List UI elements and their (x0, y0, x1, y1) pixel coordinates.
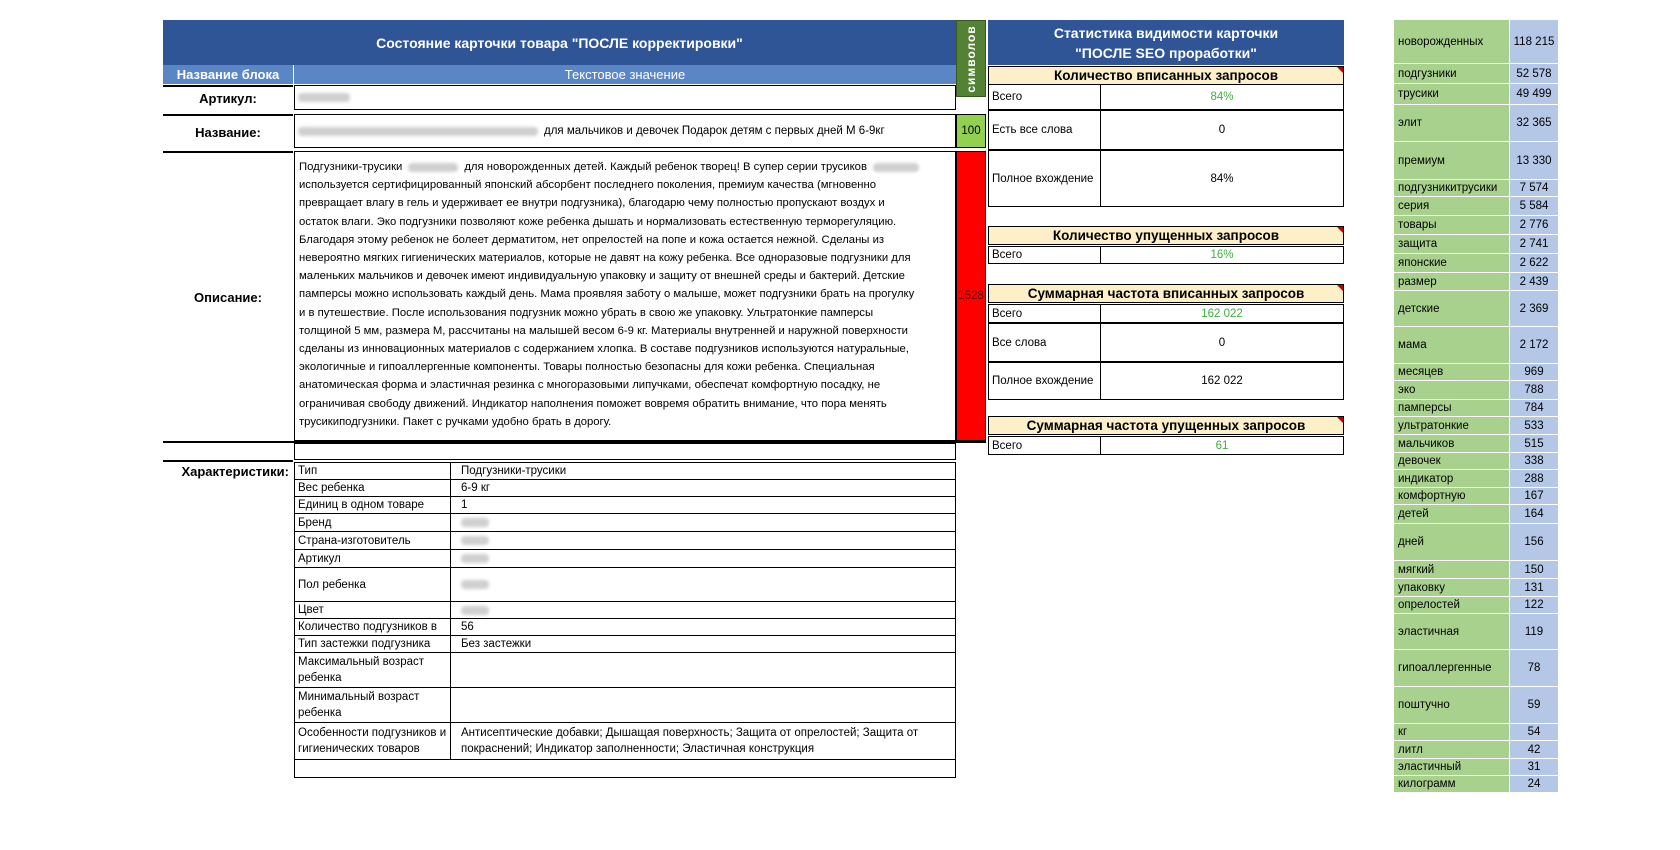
desc-line (299, 213, 951, 231)
stats-row-label: Все слова (988, 323, 1101, 362)
keyword-word: комфортную (1394, 488, 1510, 504)
keyword-row (1394, 64, 1558, 84)
stats-title-line2: "ПОСЛЕ SEO проработки" (1075, 44, 1257, 61)
comment-marker-icon (1337, 227, 1343, 233)
characteristic-value (451, 550, 955, 567)
characteristic-blurred (461, 606, 489, 615)
characteristic-name: Количество подгузников в (295, 619, 451, 635)
keyword-row (1394, 273, 1558, 291)
name-text: для мальчиков и девочек Подарок детям с первых дней М 6-9кг (544, 125, 885, 137)
keyword-word: ультратонкие (1394, 417, 1510, 434)
article-blurred (298, 93, 350, 102)
desc-line-text: невероятно мягких гигиенических материалов, которые не давят на кожу ребенка. Все одноразовые подгузники для (299, 252, 911, 265)
desc-line (299, 340, 951, 358)
keyword-count: 13 330 (1510, 142, 1558, 179)
keyword-word: индикатор (1394, 470, 1510, 487)
stats-row-value: 16% (1100, 246, 1344, 264)
keyword-count: 118 215 (1510, 20, 1558, 63)
name-value (294, 114, 956, 148)
characteristic-row (295, 723, 955, 760)
keyword-count: 788 (1510, 381, 1558, 399)
keyword-row (1394, 524, 1558, 561)
desc-line (299, 267, 951, 285)
desc-line (299, 358, 951, 376)
keyword-row (1394, 180, 1558, 197)
characteristic-value: 56 (461, 621, 474, 633)
keyword-row (1394, 505, 1558, 524)
keyword-word: гипоаллергенные (1394, 650, 1510, 686)
characteristic-name: Тип (295, 463, 451, 479)
desc-line (299, 322, 951, 340)
stats-section-header (988, 66, 1344, 85)
keyword-count: 59 (1510, 687, 1558, 723)
desc-blurred-brand (873, 163, 919, 172)
characteristic-value: 1 (461, 499, 468, 511)
keyword-row (1394, 20, 1558, 64)
keyword-count: 164 (1510, 505, 1558, 523)
name-chars-cell (956, 114, 986, 148)
keyword-word: размер (1394, 273, 1510, 290)
keyword-row (1394, 197, 1558, 216)
stats-row-label: Всего (988, 84, 1101, 110)
desc-line (299, 194, 951, 212)
characteristic-value: 6-9 кг (461, 482, 491, 494)
keyword-row (1394, 759, 1558, 776)
desc-line-text: используется сертифицированный японский абсорбент последнего поколения, премиум качества (мгновенно (299, 179, 877, 192)
keyword-word: мальчиков (1394, 435, 1510, 452)
characteristic-name: Тип застежки подгузника (295, 636, 451, 652)
stats-row-value: 162 022 (1100, 362, 1344, 400)
characteristic-name: Бренд (295, 514, 451, 531)
keyword-count: 119 (1510, 614, 1558, 649)
col-value-header: Текстовое значение (294, 65, 956, 84)
stats-title-line1: Статистика видимости карточки (1053, 24, 1279, 41)
keyword-count: 969 (1510, 364, 1558, 380)
characteristic-blurred (461, 536, 489, 545)
stats-row-value: 0 (1100, 323, 1344, 362)
characteristic-name: Особенности подгузников и гигиенических товаров (295, 723, 451, 759)
keyword-count: 78 (1510, 650, 1558, 686)
keyword-row (1394, 254, 1558, 273)
characteristic-row (295, 602, 955, 619)
keyword-row (1394, 470, 1558, 488)
keyword-count: 288 (1510, 470, 1558, 487)
keyword-word: новорожденных (1394, 20, 1510, 63)
stats-section-title: Суммарная частота упущенных запросов (1026, 418, 1306, 433)
keyword-word: килограмм (1394, 776, 1510, 792)
keyword-word: подгузникитрусики (1394, 180, 1510, 196)
keyword-count: 31 (1510, 759, 1558, 775)
desc-line-text: экологичные и гипоаллергенные компоненты. Товары полностью безопасны для кожи ребенка. Специальная (299, 361, 875, 374)
characteristic-row (295, 636, 955, 653)
keyword-word: мама (1394, 327, 1510, 363)
keyword-word: поштучно (1394, 687, 1510, 723)
keyword-word: элит (1394, 105, 1510, 141)
characteristic-value (451, 568, 955, 601)
characteristic-blurred (461, 518, 489, 527)
desc-line-text: сделаны из инновационных материалов с содержанием хлопка. В составе подгузников используются натуральные, (299, 343, 909, 356)
keyword-row (1394, 417, 1558, 435)
characteristic-row (295, 550, 955, 568)
desc-blurred-brand (408, 163, 458, 172)
keyword-count: 49 499 (1510, 84, 1558, 104)
keyword-row (1394, 597, 1558, 614)
keyword-word: девочек (1394, 453, 1510, 469)
article-label: Артикул: (163, 85, 293, 110)
stats-row-value: 0 (1100, 110, 1344, 150)
desc-line-text: трусикиподгузники. Пакет с ручками удобно брать в дорогу. (299, 415, 612, 428)
keyword-count: 515 (1510, 435, 1558, 452)
characteristic-value (451, 602, 955, 618)
stats-row-value: 162 022 (1100, 304, 1344, 323)
desc-line-text: ограничивая свободу движений. Индикатор наполнения поможет вовремя обратить внимание, что пора менять (299, 397, 887, 410)
chars-column-header (956, 20, 986, 97)
char-label: Характеристики: (163, 460, 293, 480)
keyword-count: 2 439 (1510, 273, 1558, 290)
keyword-word: эко (1394, 381, 1510, 399)
characteristic-row (295, 619, 955, 636)
keyword-row (1394, 105, 1558, 142)
keyword-count: 54 (1510, 724, 1558, 740)
desc-chars-value: 1528 (958, 290, 984, 302)
keyword-word: детей (1394, 505, 1510, 523)
keyword-word: памперсы (1394, 400, 1510, 416)
characteristic-value (451, 514, 955, 531)
keyword-count: 150 (1510, 561, 1558, 578)
keyword-count: 156 (1510, 524, 1558, 560)
characteristic-row (295, 514, 955, 532)
desc-line (299, 304, 951, 322)
stats-row-label: Всего (988, 304, 1101, 323)
card-title: Состояние карточки товара "ПОСЛЕ корректировки" (163, 20, 956, 65)
characteristic-value (451, 653, 955, 687)
keyword-count: 32 365 (1510, 105, 1558, 141)
keyword-count: 7 574 (1510, 180, 1558, 196)
keyword-count: 2 172 (1510, 327, 1558, 363)
characteristics-table (294, 462, 956, 778)
characteristic-name: Пол ребенка (295, 568, 451, 601)
stats-section-header (988, 416, 1344, 435)
keyword-count: 2 622 (1510, 254, 1558, 272)
characteristic-value (451, 532, 955, 549)
desc-label: Описание: (163, 151, 293, 441)
characteristic-blurred (461, 554, 489, 563)
keyword-count: 167 (1510, 488, 1558, 504)
chars-header-text: символов (964, 24, 978, 93)
keyword-row (1394, 561, 1558, 579)
stats-section-title: Количество вписанных запросов (1053, 68, 1279, 83)
stats-row-value: 84% (1100, 150, 1344, 207)
keyword-word: кг (1394, 724, 1510, 740)
desc-chars-cell (956, 151, 986, 441)
characteristic-blurred (461, 580, 489, 589)
keyword-row (1394, 327, 1558, 364)
desc-line (299, 285, 951, 303)
stats-row-value: 84% (1100, 84, 1344, 110)
characteristic-name: Артикул (295, 550, 451, 567)
desc-line-text: толщиной 5 мм, размера М, рассчитаны на малышей весом 6-9 кг. Материалы внутренней и наружной поверхности (299, 324, 908, 337)
characteristic-name: Цвет (295, 602, 451, 618)
desc-line-text: памперсы можно использовать каждый день. Мама проявляя заботу о малыше, может подгузники брать на прогулку (299, 288, 915, 301)
comment-marker-icon (1337, 67, 1343, 73)
desc-line (299, 231, 951, 249)
desc-line-text: превращает влагу в гель и удерживает ее внутри подгузника), благодарю чему полностью пропускают воздух и (299, 197, 885, 210)
characteristic-row (295, 653, 955, 688)
keyword-count: 2 369 (1510, 291, 1558, 326)
keyword-word: опрелостей (1394, 597, 1510, 613)
keyword-row (1394, 435, 1558, 453)
stats-row-label: Всего (988, 436, 1101, 455)
col-block-header: Название блока (163, 65, 293, 84)
keyword-count: 52 578 (1510, 64, 1558, 83)
keyword-word: детские (1394, 291, 1510, 326)
empty-row (294, 443, 956, 460)
keyword-word: литл (1394, 741, 1510, 758)
keyword-row (1394, 84, 1558, 105)
keyword-row (1394, 142, 1558, 180)
characteristic-value: Антисептические добавки; Дышащая поверхность; Защита от опрелостей; Защита от покраснений; Индикатор заполненности; Эластичная конструкция (461, 727, 919, 755)
keyword-row (1394, 291, 1558, 327)
keyword-count: 533 (1510, 417, 1558, 434)
keyword-count: 122 (1510, 597, 1558, 613)
characteristic-row (295, 688, 955, 723)
keyword-table (1394, 20, 1558, 849)
characteristic-row (295, 532, 955, 550)
keyword-row (1394, 400, 1558, 417)
keyword-word: месяцев (1394, 364, 1510, 380)
keyword-word: премиум (1394, 142, 1510, 179)
keyword-count: 2 776 (1510, 216, 1558, 234)
stats-row-label: Полное вхождение (988, 150, 1101, 207)
keyword-row (1394, 381, 1558, 400)
keyword-count: 784 (1510, 400, 1558, 416)
stats-section-title: Суммарная частота вписанных запросов (1027, 286, 1305, 301)
keyword-row (1394, 488, 1558, 505)
keyword-word: упаковку (1394, 579, 1510, 596)
stats-row-label: Полное вхождение (988, 362, 1101, 400)
keyword-row (1394, 776, 1558, 793)
keyword-word: защита (1394, 235, 1510, 253)
keyword-row (1394, 453, 1558, 470)
keyword-word: японские (1394, 254, 1510, 272)
keyword-word: эластичный (1394, 759, 1510, 775)
desc-line-text: для новорожденных детей. Каждый ребенок творец! В супер серии трусиков (464, 161, 867, 173)
name-chars-value: 100 (961, 125, 981, 137)
keyword-count: 5 584 (1510, 197, 1558, 215)
keyword-count: 2 741 (1510, 235, 1558, 253)
desc-line-text: маленьких мальчиков и девочек имеют индивидуальную упаковку и защиту от внешней среды и бактерий. Детские (299, 270, 905, 283)
characteristic-value: Подгузники-трусики (461, 465, 567, 477)
keyword-word: товары (1394, 216, 1510, 234)
keyword-count: 42 (1510, 741, 1558, 758)
stats-row-label: Всего (988, 246, 1101, 264)
desc-line-text: анатомическая форма и эластичная резинка с многоразовыми липучками, обеспечат комфортную посадку, не (299, 379, 881, 392)
keyword-row (1394, 614, 1558, 650)
desc-line-text: Благодаря этому ребенок не болеет дерматитом, нет опрелостей на попе и кожа остается нежной. Сделаны из (299, 233, 885, 246)
keyword-row (1394, 650, 1558, 687)
keyword-count: 131 (1510, 579, 1558, 596)
keyword-row (1394, 235, 1558, 254)
keyword-word: серия (1394, 197, 1510, 215)
keyword-row (1394, 741, 1558, 759)
keyword-row (1394, 364, 1558, 381)
desc-line (299, 376, 951, 394)
desc-line (299, 249, 951, 267)
characteristic-name: Максимальный возраст ребенка (295, 653, 451, 687)
keyword-word: мягкий (1394, 561, 1510, 578)
keyword-word: эластичная (1394, 614, 1510, 649)
name-blurred (298, 127, 538, 136)
desc-line-text: остаток влаги. Эко подгузники позволяют коже ребенка дышать и нормализовать естественную терморегуляцию. (299, 215, 897, 228)
characteristic-row (295, 463, 955, 480)
stats-title (988, 20, 1344, 65)
characteristic-name: Минимальный возраст ребенка (295, 688, 451, 722)
stats-section-header (988, 226, 1344, 245)
keyword-word: дней (1394, 524, 1510, 560)
desc-line-text: Подгузники-трусики (299, 161, 403, 173)
characteristic-name: Вес ребенка (295, 480, 451, 496)
keyword-count: 338 (1510, 453, 1558, 469)
comment-marker-icon (1337, 417, 1343, 423)
desc-line (299, 413, 951, 431)
stats-section-title: Количество упущенных запросов (1052, 228, 1280, 243)
characteristic-row (295, 568, 955, 602)
characteristic-row (295, 497, 955, 514)
desc-line (299, 176, 951, 194)
characteristic-value: Без застежки (461, 638, 532, 650)
stats-row-value: 61 (1100, 436, 1344, 455)
stats-section-header (988, 284, 1344, 303)
characteristic-value (451, 688, 955, 722)
comment-marker-icon (1337, 285, 1343, 291)
stats-row-label: Есть все слова (988, 110, 1101, 150)
characteristic-row (295, 480, 955, 497)
desc-line (299, 158, 951, 176)
keyword-row (1394, 687, 1558, 724)
desc-line (299, 395, 951, 413)
keyword-word: подгузники (1394, 64, 1510, 83)
keyword-row (1394, 724, 1558, 741)
desc-line-text: и в путешествие. После использования подгузник можно убрать в свою же упаковку. Ультратонкие памперсы (299, 306, 874, 319)
name-label: Название: (163, 114, 293, 148)
keyword-row (1394, 216, 1558, 235)
characteristic-name: Единиц в одном товаре (295, 497, 451, 513)
keyword-word: трусики (1394, 84, 1510, 104)
keyword-count: 24 (1510, 776, 1558, 792)
keyword-row (1394, 579, 1558, 597)
characteristic-name: Страна-изготовитель (295, 532, 451, 549)
article-value (294, 85, 956, 110)
desc-value (294, 151, 956, 441)
